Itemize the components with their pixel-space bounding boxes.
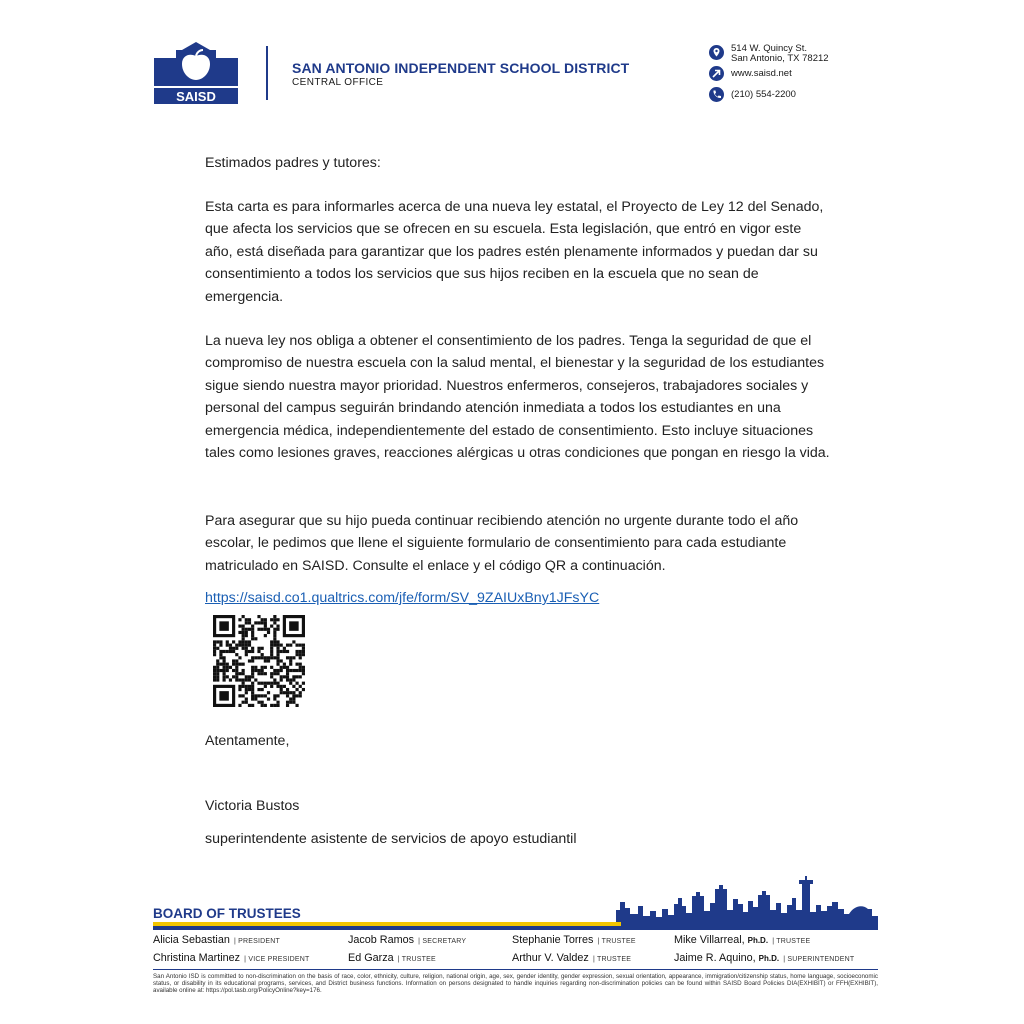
footer-rule-thin [153, 969, 878, 970]
footer-rule-blue [153, 926, 878, 930]
trustee: Jacob Ramos | SECRETARY [348, 934, 467, 946]
consent-form-link[interactable]: https://saisd.co1.qualtrics.com/jfe/form/SV_9ZAIUxBny1JFsYC [205, 590, 600, 606]
location-pin-icon [709, 45, 724, 60]
district-name: SAN ANTONIO INDEPENDENT SCHOOL DISTRICT [292, 60, 630, 76]
office-name: CENTRAL OFFICE [292, 77, 384, 88]
address-line-1: 514 W. Quincy St. [731, 43, 808, 54]
trustee: Christina Martinez | VICE PRESIDENT [153, 952, 310, 964]
saisd-logo [152, 40, 240, 104]
paragraph-1: Esta carta es para informarles acerca de una nueva ley estatal, el Proyecto de Ley 12 del Senado, que afecta los servicios que se ofrecen en su escuela. Esta legislación, que entró en vigor este año, está diseñada para garantizar que los padres estén plenamente informados y puedan dar su consentimiento a todos los servicios que sus hijos reciben en la escuela que no sean de emergencia. [205, 199, 824, 305]
qr-code[interactable] [213, 615, 305, 707]
contact-website [709, 66, 889, 82]
skyline-graphic [616, 876, 878, 926]
phone-number: (210) 554-2200 [731, 89, 796, 100]
header-divider [266, 46, 268, 100]
board-title: BOARD OF TRUSTEES [153, 906, 301, 921]
trustee: Stephanie Torres | TRUSTEE [512, 934, 636, 946]
link-row [205, 587, 830, 609]
logo-text: SAISD [176, 89, 216, 104]
closing: Atentamente, [205, 733, 290, 749]
contact-phone [709, 87, 889, 103]
website-link[interactable]: www.saisd.net [731, 68, 792, 79]
trustee: Alicia Sebastian | PRESIDENT [153, 934, 281, 946]
non-discrimination-disclaimer: San Antonio ISD is committed to non-discrimination on the basis of race, color, ethnicity, culture, religion, national origin, age, sex, gender identity, gender expression, sexual orientation, appearance, immigration/citizenship status, home language, socioeconomic status, or disability in its educational programs, services, and District business functions. Information on persons designated to handle inquiries regarding non-discrimination policies can be found within SAISD Board Policies DIA(EXHIBIT) or FFH(EXHIBIT), available online at: https://pol.tasb.org/PolicyOnline?key=176. [153, 973, 878, 994]
trustee: Jaime R. Aquino, Ph.D. | SUPERINTENDENT [674, 952, 855, 964]
address-line-2: San Antonio, TX 78212 [731, 53, 829, 64]
greeting: Estimados padres y tutores: [205, 155, 381, 171]
trustee: Ed Garza | TRUSTEE [348, 952, 436, 964]
phone-icon [709, 87, 724, 102]
paragraph-2: La nueva ley nos obliga a obtener el consentimiento de los padres. Tenga la seguridad de que el compromiso de nuestra escuela con la salud mental, el bienestar y la seguridad de los estudiantes sigue siendo nuestra mayor prioridad. Nuestros enfermeros, consejeros, trabajadores sociales y personal del campus seguirán brindando atención inmediata a todos los estudiantes en una emergencia médica, independientemente del estado de consentimiento. Esto incluye situaciones tales como lesiones graves, reacciones alérgicas u otras condiciones que pongan en riesgo la vida. [205, 333, 830, 462]
web-icon [709, 66, 724, 81]
signer-name: Victoria Bustos [205, 798, 300, 814]
trustee: Arthur V. Valdez | TRUSTEE [512, 952, 632, 964]
paragraph-3: Para asegurar que su hijo pueda continuar recibiendo atención no urgente durante todo el año escolar, le pedimos que llene el siguiente formulario de consentimiento para cada estudiante matriculado en SAISD. Consulte el enlace y el código QR a continuación. [205, 513, 799, 574]
signer-title: superintendente asistente de servicios de apoyo estudiantil [205, 831, 577, 847]
trustee: Mike Villarreal, Ph.D. | TRUSTEE [674, 934, 811, 946]
